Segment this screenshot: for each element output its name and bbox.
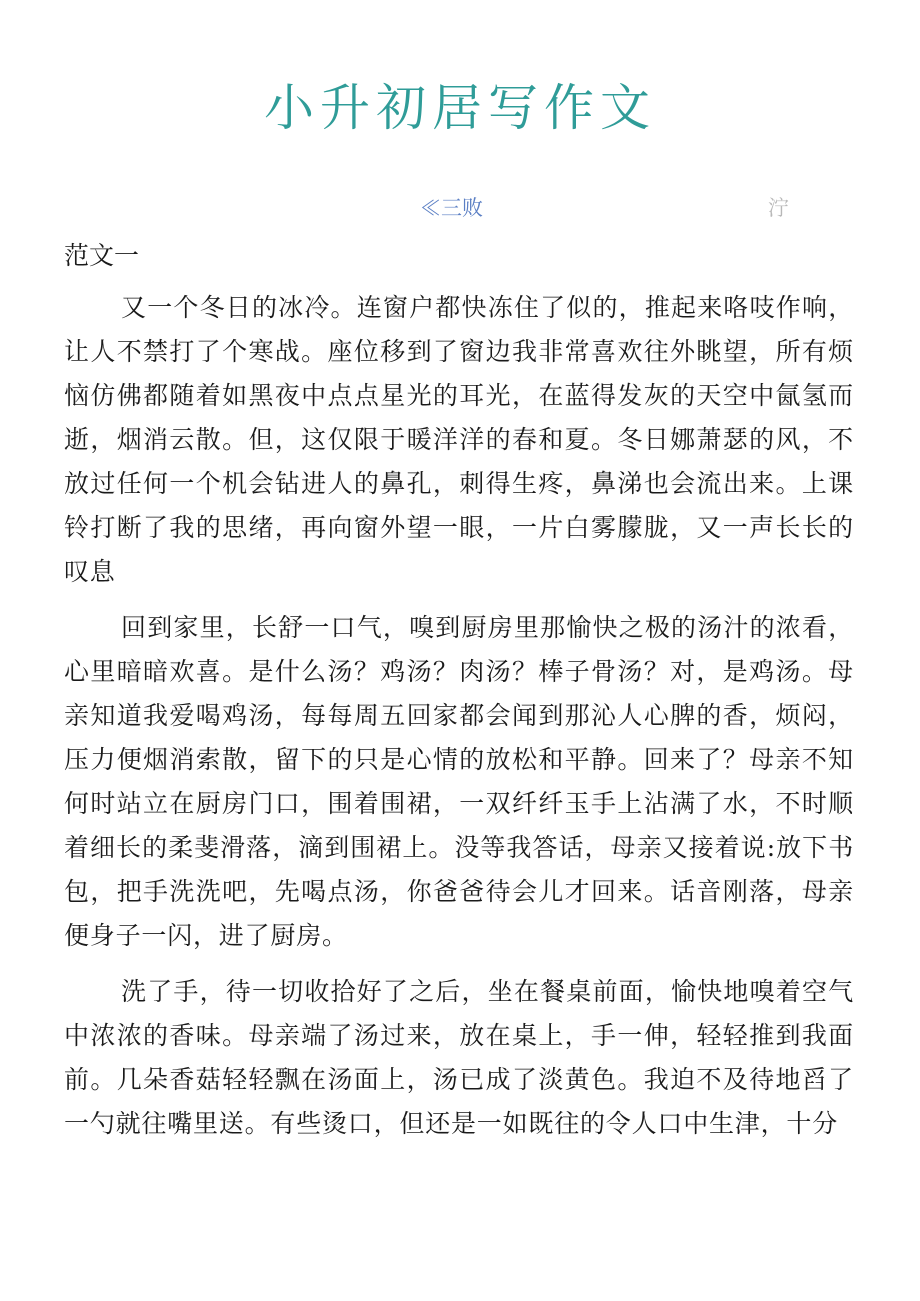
document-title: 小升初居写作文 — [264, 79, 656, 137]
byline-right: 泞 — [768, 196, 789, 220]
paragraph-3: 洗了手，待一切收拾好了之后，坐在餐桌前面，愉快地嗅着空气中浓浓的香味。母亲端了汤过来，放在桌上，手一伸，轻轻推到我面前。几朵香菇轻轻飘在汤面上，汤已成了淡黄色。我迫不及待地舀了一勺就往嘴里送。有些烫口，但还是一如既往的令人口中生津，十分 — [64, 977, 854, 1138]
byline-left: ≪三败 — [420, 196, 483, 220]
paragraph-2: 回到家里，长舒一口气，嗅到厨房里那愉快之极的汤汁的浓看，心里暗暗欢喜。是什么汤？鸡汤？肉汤？棒子骨汤？对，是鸡汤。母亲知道我爱喝鸡汤，每每周五回家都会闻到那沁人心脾的香，烦闷，压力便烟消索散，留下的只是心情的放松和平静。回来了？母亲不知何时站立在厨房门口，围着围裙，一双纤纤玉手上沾满了水，不时顺着细长的柔斐滑落，滴到围裙上。没等我答话，母亲又接着说:放下书包，把手洗洗吧，先喝点汤，你爸爸待会儿才回来。话音刚落，母亲便身子一闪，进了厨房。 — [64, 613, 854, 950]
essay-body — [64, 286, 854, 1158]
paragraph-1: 又一个冬日的冰冷。连窗户都快冻住了似的，推起来咯吱作响，让人不禁打了个寒战。座位移到了窗边我非常喜欢往外眺望，所有烦恼仿佛都随着如黑夜中点点星光的耳光，在蓝得发灰的天空中氤氢而逝，烟消云散。但，这仅限于暖洋洋的春和夏。冬日娜萧瑟的风，不放过任何一个机会钻进人的鼻孔，刺得生疼，鼻涕也会流出来。上课铃打断了我的思绪，再向窗外望一眼，一片白雾朦胧，又一声长长的叹息 — [64, 293, 854, 586]
section-label: 范文一 — [64, 241, 140, 270]
